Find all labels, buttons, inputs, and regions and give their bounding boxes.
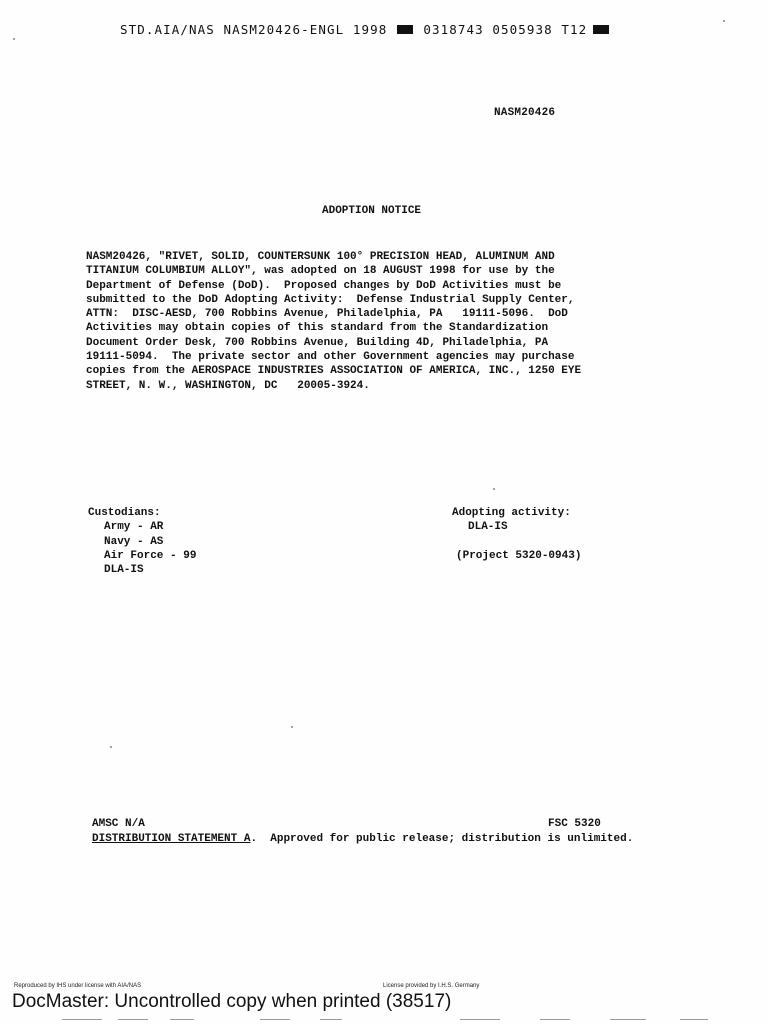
- body-line: NASM20426, "RIVET, SOLID, COUNTERSUNK 100° PRECISION HEAD, ALUMINUM AND: [86, 251, 555, 263]
- body-line: TITANIUM COLUMBIUM ALLOY", was adopted on 18 AUGUST 1998 for use by the: [86, 265, 555, 278]
- adopting-activity-block: [452, 506, 581, 563]
- body-line: STREET, N. W., WASHINGTON, DC 20005-3924.: [86, 379, 370, 392]
- redaction-block-icon: [397, 25, 413, 34]
- std-header-line: [120, 22, 609, 37]
- body-line: Department of Defense (DoD). Proposed changes by DoD Activities must be: [86, 279, 562, 292]
- scan-speck: [493, 488, 495, 490]
- scan-speck: [13, 38, 15, 40]
- std-header-mid: 0318743 0505938 T12: [423, 22, 588, 37]
- adopting-heading: Adopting activity:: [452, 507, 571, 519]
- scan-speck: [291, 726, 293, 728]
- scan-dash: [320, 1019, 342, 1020]
- reproduced-note: Reproduced by IHS under license with AIA/NAS: [14, 983, 142, 989]
- body-line: Document Order Desk, 700 Robbins Avenue, Building 4D, Philadelphia, PA: [86, 336, 549, 349]
- scan-speck: [110, 746, 112, 748]
- scan-dash: [460, 1019, 500, 1020]
- fsc-label: FSC 5320: [548, 818, 601, 830]
- scan-dash: [680, 1019, 708, 1020]
- custodians-heading: Custodians:: [88, 507, 161, 519]
- body-line: submitted to the DoD Adopting Activity: Defense Industrial Supply Center,: [86, 293, 575, 306]
- scan-dash: [62, 1019, 102, 1020]
- scan-dash: [170, 1019, 194, 1020]
- project-number: (Project 5320-0943): [456, 549, 582, 562]
- adopting-activity-name: DLA-IS: [468, 521, 508, 534]
- body-line: Activities may obtain copies of this standard from the Standardization: [86, 322, 549, 335]
- scan-speck: [723, 20, 725, 22]
- body-line: ATTN: DISC-AESD, 700 Robbins Avenue, Philadelphia, PA 19111-5096. DoD: [86, 308, 568, 321]
- distribution-label: DISTRIBUTION STATEMENT A: [92, 833, 251, 845]
- scan-dash: [540, 1019, 570, 1020]
- distribution-statement: [92, 833, 633, 845]
- page-title: ADOPTION NOTICE: [322, 205, 422, 217]
- docmaster-watermark: DocMaster: Uncontrolled copy when printed (38517): [12, 991, 452, 1012]
- scan-dash: [610, 1019, 646, 1020]
- scan-dash: [260, 1019, 290, 1020]
- custodian-item: DLA-IS: [104, 564, 144, 577]
- custodian-item: Navy - AS: [104, 535, 164, 548]
- redaction-block-icon: [593, 25, 609, 34]
- amsc-label: AMSC N/A: [92, 818, 145, 830]
- body-line: copies from the AEROSPACE INDUSTRIES ASSOCIATION OF AMERICA, INC., 1250 EYE: [86, 365, 582, 378]
- distribution-text: . Approved for public release; distribution is unlimited.: [250, 833, 634, 845]
- license-note: License provided by I.H.S. Germany: [383, 983, 480, 989]
- custodians-block: [88, 506, 196, 577]
- custodian-item: Army - AR: [104, 521, 164, 534]
- std-header-left: STD.AIA/NAS NASM20426-ENGL 1998: [120, 22, 388, 37]
- body-line: 19111-5094. The private sector and other Government agencies may purchase: [86, 351, 575, 364]
- scan-dash: [118, 1019, 148, 1020]
- document-id: NASM20426: [494, 107, 556, 119]
- notice-body: [86, 250, 686, 393]
- custodian-item: Air Force - 99: [104, 549, 197, 562]
